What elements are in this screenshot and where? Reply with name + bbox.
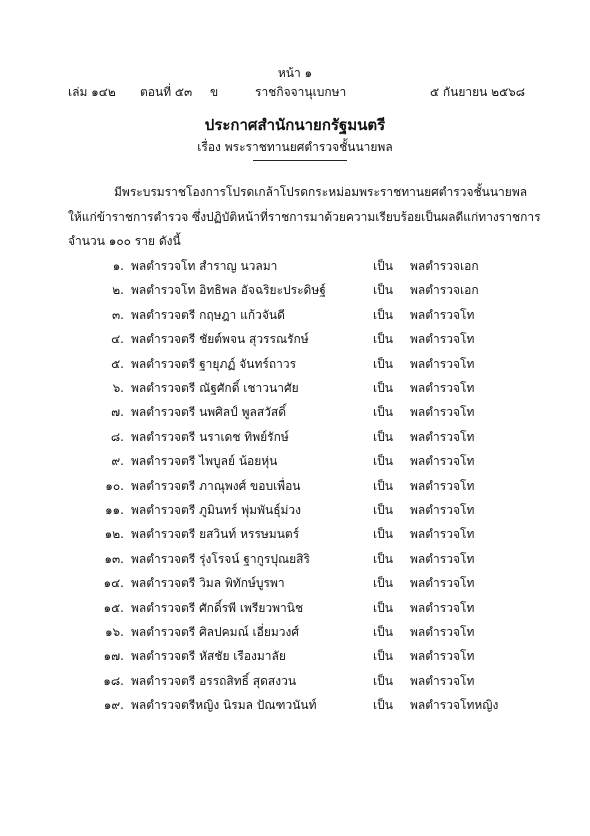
entry-connector: เป็น bbox=[373, 429, 393, 444]
new-rank: พลตำรวจโท bbox=[410, 600, 475, 615]
entry-number: ๑๔. bbox=[103, 576, 124, 591]
new-rank: พลตำรวจโท bbox=[410, 381, 475, 395]
entry-connector: เป็น bbox=[373, 283, 393, 298]
list-item bbox=[0, 330, 590, 350]
officer-name: พลตำรวจตรี ภูมินทร์ พุ่มพันธุ์ม่วง bbox=[131, 503, 302, 517]
list-item bbox=[0, 574, 590, 594]
new-rank: พลตำรวจโท bbox=[410, 625, 475, 639]
entry-number: ๓. bbox=[111, 307, 124, 322]
new-rank: พลตำรวจโทหญิง bbox=[410, 698, 499, 713]
officer-name: พลตำรวจตรี ฐายุภฏ์ จันทร์ถาวร bbox=[131, 356, 297, 371]
list-item bbox=[0, 672, 590, 692]
new-rank: พลตำรวจโท bbox=[410, 576, 475, 591]
officer-name: พลตำรวจตรี รุ่งโรจน์ ฐากูรปุณยสิริ bbox=[131, 551, 310, 566]
entry-number: ๑๒. bbox=[104, 527, 124, 542]
entry-number: ๑๕. bbox=[103, 600, 124, 615]
entry-number: ๘. bbox=[110, 429, 124, 444]
new-rank: พลตำรวจโท bbox=[410, 551, 475, 566]
list-item bbox=[0, 257, 590, 277]
new-rank: พลตำรวจเอก bbox=[410, 283, 479, 298]
officer-name: พลตำรวจตรี วิมล พิทักษ์บูรพา bbox=[131, 576, 285, 591]
entry-connector: เป็น bbox=[373, 673, 393, 688]
officer-name: พลตำรวจตรี กฤษฎา แก้วจันดี bbox=[131, 307, 285, 322]
officer-name: พลตำรวจตรี หัสชัย เรืองมาลัย bbox=[131, 649, 286, 664]
entry-number: ๑๘. bbox=[103, 673, 124, 688]
intro-line-2: ให้แก่ข้าราชการตำรวจ ซึ่งปฏิบัติหน้าที่ราชการมาด้วยความเรียบร้อยเป็นผลดีแก่ทางราชการ bbox=[68, 210, 541, 224]
new-rank: พลตำรวจโท bbox=[410, 454, 475, 469]
entry-connector: เป็น bbox=[373, 649, 393, 664]
new-rank: พลตำรวจโท bbox=[410, 527, 475, 542]
list-item bbox=[0, 623, 590, 643]
entry-connector: เป็น bbox=[373, 381, 393, 395]
list-item bbox=[0, 525, 590, 545]
issue-label: ตอนที่ ๕๓ bbox=[140, 85, 193, 99]
section-label: ข bbox=[210, 85, 219, 99]
entry-connector: เป็น bbox=[373, 478, 393, 493]
officer-name: พลตำรวจโท สำราญ นวลมา bbox=[131, 259, 278, 273]
entry-connector: เป็น bbox=[373, 454, 393, 469]
officer-name: พลตำรวจตรีหญิง นิรมล ปัณฑวนันท์ bbox=[131, 698, 317, 713]
entry-number: ๙. bbox=[111, 454, 124, 469]
list-item bbox=[0, 355, 590, 375]
intro-line-3: จำนวน ๑๐๐ ราย ดังนี้ bbox=[68, 234, 181, 248]
new-rank: พลตำรวจโท bbox=[410, 429, 475, 444]
officer-name: พลตำรวจตรี ไพบูลย์ น้อยหุ่น bbox=[131, 454, 278, 469]
officer-name: พลตำรวจตรี นราเดช ทิพย์รักษ์ bbox=[131, 429, 289, 444]
new-rank: พลตำรวจโท bbox=[410, 649, 475, 664]
entry-connector: เป็น bbox=[373, 356, 393, 371]
entry-number: ๑๖. bbox=[104, 625, 124, 639]
list-item bbox=[0, 550, 590, 570]
entry-connector: เป็น bbox=[373, 503, 393, 517]
new-rank: พลตำรวจโท bbox=[410, 307, 475, 322]
list-item bbox=[0, 428, 590, 448]
document-subject: เรื่อง พระราชทานยศตำรวจชั้นนายพล bbox=[197, 140, 393, 154]
intro-line-1: มีพระบรมราชโองการโปรดเกล้าโปรดกระหม่อมพระราชทานยศตำรวจชั้นนายพล bbox=[114, 185, 528, 199]
entry-number: ๑๙. bbox=[103, 698, 124, 713]
entry-connector: เป็น bbox=[373, 259, 393, 273]
entry-number: ๔. bbox=[111, 332, 124, 347]
title-divider bbox=[253, 160, 347, 161]
entry-connector: เป็น bbox=[373, 600, 393, 615]
entry-connector: เป็น bbox=[373, 576, 393, 591]
officer-name: พลตำรวจตรี ณัฐศักดิ์ เชาวนาศัย bbox=[131, 381, 299, 395]
list-item bbox=[0, 403, 590, 423]
list-item bbox=[0, 306, 590, 326]
issue-date: ๕ กันยายน ๒๕๖๘ bbox=[430, 85, 526, 99]
volume-label: เล่ม ๑๔๒ bbox=[68, 85, 116, 99]
officer-name: พลตำรวจตรี ยสวินท์ หรรษมนตร์ bbox=[131, 527, 300, 542]
new-rank: พลตำรวจโท bbox=[410, 356, 475, 371]
entry-number: ๑๐. bbox=[105, 478, 124, 493]
entry-connector: เป็น bbox=[373, 527, 393, 542]
gazette-name: ราชกิจจานุเบกษา bbox=[255, 85, 347, 99]
entry-number: ๑. bbox=[112, 259, 124, 273]
officer-name: พลตำรวจตรี ศักดิ์รพี เพรียวพานิช bbox=[131, 600, 304, 615]
officer-name: พลตำรวจตรี อรรถสิทธิ์ สุดสงวน bbox=[131, 673, 297, 688]
officer-name: พลตำรวจตรี นพศิลป์ พูลสวัสดิ์ bbox=[131, 405, 287, 420]
entry-connector: เป็น bbox=[373, 332, 393, 347]
officer-name: พลตำรวจตรี ชัยต์พจน สุวรรณรักษ์ bbox=[131, 332, 309, 347]
entry-connector: เป็น bbox=[373, 405, 393, 420]
entry-connector: เป็น bbox=[373, 551, 393, 566]
officer-name: พลตำรวจตรี ศิลปคมณ์ เอี่ยมวงศ์ bbox=[131, 625, 299, 639]
list-item bbox=[0, 501, 590, 521]
entry-number: ๒. bbox=[112, 283, 124, 298]
new-rank: พลตำรวจโท bbox=[410, 332, 475, 347]
new-rank: พลตำรวจโท bbox=[410, 478, 475, 493]
list-item bbox=[0, 477, 590, 497]
new-rank: พลตำรวจโท bbox=[410, 405, 475, 420]
list-item bbox=[0, 452, 590, 472]
entry-number: ๗. bbox=[111, 405, 124, 420]
entry-connector: เป็น bbox=[373, 307, 393, 322]
entry-number: ๑๓. bbox=[104, 551, 124, 566]
new-rank: พลตำรวจโท bbox=[410, 673, 475, 688]
entry-number: ๕. bbox=[111, 356, 124, 371]
new-rank: พลตำรวจเอก bbox=[410, 259, 479, 273]
entry-number: ๖. bbox=[112, 381, 124, 395]
list-item bbox=[0, 281, 590, 301]
list-item bbox=[0, 647, 590, 667]
document-title: ประกาศสำนักนายกรัฐมนตรี bbox=[204, 116, 386, 134]
officer-name: พลตำรวจตรี ภาณุพงศ์ ขอบเพื่อน bbox=[131, 478, 301, 493]
entry-connector: เป็น bbox=[373, 625, 393, 639]
list-item bbox=[0, 696, 590, 716]
entry-connector: เป็น bbox=[373, 698, 393, 713]
entry-number: ๑๗. bbox=[103, 649, 124, 664]
list-item bbox=[0, 599, 590, 619]
new-rank: พลตำรวจโท bbox=[410, 503, 475, 517]
list-item bbox=[0, 379, 590, 399]
page-number: หน้า ๑ bbox=[277, 66, 313, 80]
officer-name: พลตำรวจโท อิทธิพล อัจฉริยะประดิษฐ์ bbox=[131, 283, 326, 298]
entry-number: ๑๑. bbox=[104, 503, 124, 517]
